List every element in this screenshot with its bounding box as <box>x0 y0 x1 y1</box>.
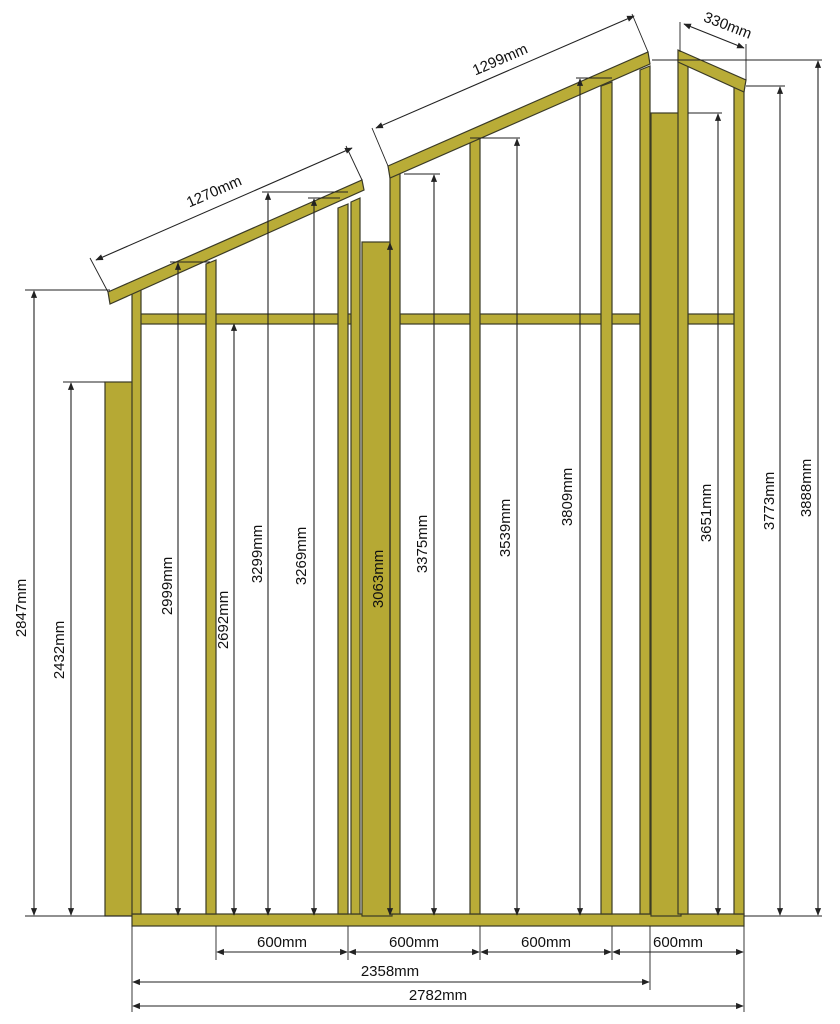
label-h-3299: 3299mm <box>249 524 266 584</box>
label-spacing-2: 600mm <box>388 934 440 951</box>
stud-left-4 <box>351 198 360 914</box>
stud-mid-4 <box>640 66 650 914</box>
label-h-2999: 2999mm <box>159 556 176 616</box>
label-rafter-right: 330mm <box>701 8 755 43</box>
label-h-3539: 3539mm <box>497 498 514 558</box>
stud-right-1 <box>678 60 688 914</box>
right-sheathing-strip <box>651 113 681 916</box>
label-spacing-4: 600mm <box>652 934 704 951</box>
label-h-3269: 3269mm <box>293 526 310 586</box>
label-h-3651: 3651mm <box>698 483 715 543</box>
mid-rail-left <box>140 314 352 324</box>
left-sheathing-panel <box>105 382 133 916</box>
label-width-2782: 2782mm <box>408 987 468 1004</box>
label-spacing-1: 600mm <box>256 934 308 951</box>
label-h-2692: 2692mm <box>215 590 232 650</box>
label-h-3888: 3888mm <box>798 458 815 518</box>
stud-mid-1 <box>390 172 400 914</box>
stud-right-end <box>734 86 744 914</box>
stud-mid-3 <box>601 82 612 914</box>
label-h-2432: 2432mm <box>51 620 68 680</box>
stud-2692 <box>206 260 216 914</box>
framing <box>105 50 746 926</box>
label-h-3375: 3375mm <box>414 514 431 574</box>
label-h-2847: 2847mm <box>13 578 30 638</box>
stud-left-end <box>132 290 141 914</box>
label-rafter-left: 1270mm <box>184 172 245 212</box>
label-h-3063: 3063mm <box>370 549 387 609</box>
label-width-2358: 2358mm <box>360 963 420 980</box>
label-h-3809: 3809mm <box>559 467 576 527</box>
label-h-3773: 3773mm <box>761 471 778 531</box>
stud-3539 <box>470 138 480 914</box>
stud-left-3 <box>338 204 348 914</box>
mid-rail-right <box>688 314 736 324</box>
label-rafter-mid: 1299mm <box>470 40 531 80</box>
label-spacing-3: 600mm <box>520 934 572 951</box>
